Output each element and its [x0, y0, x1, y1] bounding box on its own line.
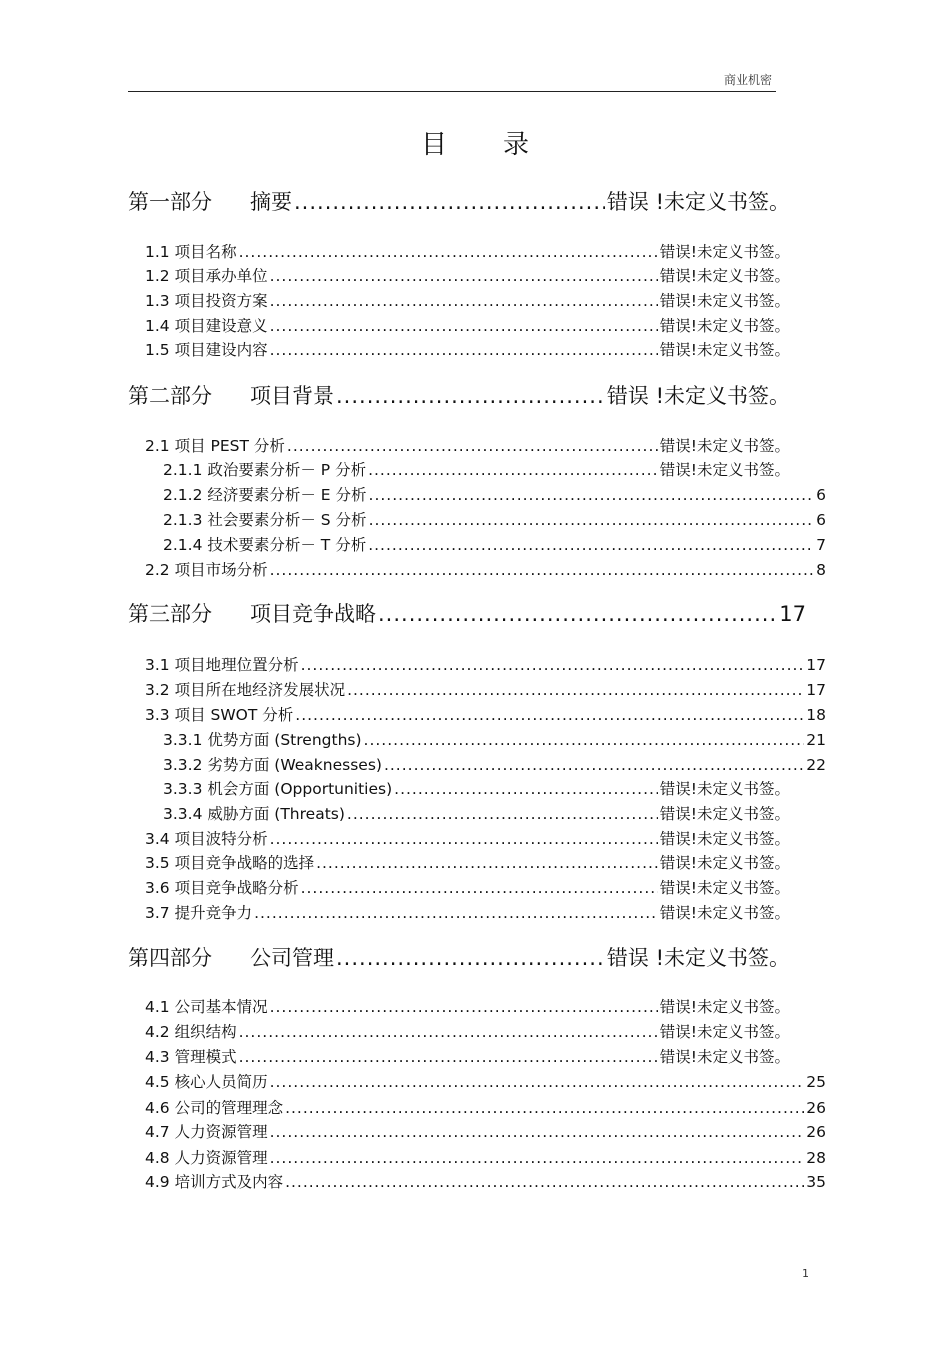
toc-section-title: 4.1 公司基本情况 [145, 998, 268, 1016]
toc-section-title: 3.1 项目地理位置分析 [145, 656, 299, 674]
dot-leader [394, 780, 658, 798]
toc-page-ref: 错误!未定义书签。 [659, 805, 790, 823]
toc-part-number: 第一部分 [128, 190, 212, 214]
dot-leader [270, 267, 658, 285]
toc-page-ref: 错误!未定义书签。 [659, 243, 790, 261]
dot-leader [301, 879, 658, 897]
toc-section-entry[interactable] [145, 703, 826, 725]
toc-page-ref: 22 [806, 756, 826, 774]
dot-leader [294, 190, 605, 214]
toc-section-entry[interactable] [145, 1146, 826, 1168]
toc-section-title: 4.7 人力资源管理 [145, 1123, 268, 1141]
toc-page-ref: 25 [806, 1073, 826, 1091]
dot-leader [336, 946, 605, 970]
dot-leader [270, 1123, 805, 1141]
toc-section-entry[interactable] [163, 777, 790, 799]
dot-leader [239, 1048, 658, 1066]
toc-part-number: 第二部分 [128, 384, 212, 408]
toc-section-entry[interactable] [145, 1120, 826, 1142]
toc-page-ref: 17 [806, 681, 826, 699]
toc-part-entry[interactable] [128, 942, 790, 972]
dot-leader [347, 681, 804, 699]
dot-leader [295, 706, 804, 724]
toc-section-title: 3.5 项目竞争战略的选择 [145, 854, 315, 872]
toc-section-title: 2.1.1 政治要素分析－ P 分析 [163, 461, 367, 479]
toc-part-entry[interactable] [128, 380, 790, 410]
toc-section-title: 4.3 管理模式 [145, 1048, 237, 1066]
toc-part-number: 第三部分 [128, 602, 212, 626]
toc-section-title: 3.3 项目 SWOT 分析 [145, 706, 294, 724]
dot-leader [378, 602, 777, 626]
toc-section-title: 4.6 公司的管理理念 [145, 1099, 284, 1117]
toc-page-ref: 7 [816, 536, 826, 554]
dot-leader [239, 243, 658, 261]
toc-page-ref: 错误!未定义书签。 [659, 461, 790, 479]
toc-page-ref: 6 [816, 486, 826, 504]
toc-section-entry[interactable] [163, 802, 790, 824]
toc-part-title: 摘要 [250, 190, 292, 214]
page-header [128, 70, 776, 92]
toc-section-entry[interactable] [145, 851, 790, 873]
toc-section-entry[interactable] [163, 458, 790, 480]
toc-section-entry[interactable] [145, 240, 790, 262]
toc-section-entry[interactable] [145, 1020, 790, 1042]
toc-section-title: 4.5 核心人员简历 [145, 1073, 268, 1091]
dot-leader [270, 292, 658, 310]
toc-section-entry[interactable] [145, 558, 826, 580]
toc-page-ref: 21 [806, 731, 826, 749]
toc-section-entry[interactable] [145, 678, 826, 700]
dot-leader [239, 1023, 658, 1041]
toc-page-ref: 17 [806, 656, 826, 674]
toc-section-title: 2.2 项目市场分析 [145, 561, 268, 579]
toc-page-ref: 35 [806, 1173, 826, 1191]
toc-section-title: 3.3.3 机会方面 (Opportunities) [163, 780, 393, 798]
toc-section-entry[interactable] [145, 1070, 826, 1092]
toc-part-entry[interactable] [128, 186, 790, 216]
toc-section-entry[interactable] [145, 289, 790, 311]
dot-leader [270, 1073, 805, 1091]
toc-section-title: 1.4 项目建设意义 [145, 317, 268, 335]
dot-leader [364, 731, 805, 749]
dot-leader [285, 1173, 804, 1191]
toc-page-ref: 错误!未定义书签。 [659, 341, 790, 359]
toc-part-title: 公司管理 [250, 946, 334, 970]
toc-section-entry[interactable] [145, 1096, 826, 1118]
toc-page-ref: 错误!未定义书签。 [659, 879, 790, 897]
toc-title: 目录 [420, 130, 585, 160]
toc-page-ref: 错误!未定义书签。 [659, 292, 790, 310]
toc-section-entry[interactable] [163, 533, 826, 555]
toc-section-title: 1.1 项目名称 [145, 243, 237, 261]
toc-section-entry[interactable] [145, 901, 790, 923]
toc-page-ref: 错误 !未定义书签。 [606, 384, 790, 408]
header-confidential-label: 商业机密 [723, 73, 772, 87]
toc-page-ref: 错误 !未定义书签。 [606, 946, 790, 970]
toc-section-title: 4.2 组织结构 [145, 1023, 237, 1041]
dot-leader [285, 1099, 804, 1117]
toc-page-ref: 错误!未定义书签。 [659, 830, 790, 848]
dot-leader [270, 561, 815, 579]
toc-section-title: 1.5 项目建设内容 [145, 341, 268, 359]
page-number: 1 [802, 1267, 809, 1280]
toc-section-title: 3.4 项目波特分析 [145, 830, 268, 848]
toc-part-label [128, 380, 334, 410]
toc-page-ref: 8 [816, 561, 826, 579]
toc-page-ref: 错误!未定义书签。 [659, 1048, 790, 1066]
toc-section-title: 4.8 人力资源管理 [145, 1149, 268, 1167]
toc-section-title: 3.6 项目竞争战略分析 [145, 879, 299, 897]
toc-page-ref: 错误!未定义书签。 [659, 317, 790, 335]
toc-page-ref: 18 [806, 706, 826, 724]
dot-leader [368, 536, 814, 554]
toc-part-title: 项目背景 [250, 384, 334, 408]
dot-leader [270, 341, 658, 359]
dot-leader [368, 461, 658, 479]
toc-section-entry[interactable] [145, 876, 790, 898]
toc-part-label [128, 942, 334, 972]
dot-leader [347, 805, 658, 823]
dot-leader [270, 1149, 805, 1167]
toc-section-title: 2.1.2 经济要素分析－ E 分析 [163, 486, 367, 504]
toc-section-entry[interactable] [145, 264, 790, 286]
toc-page-ref: 26 [806, 1123, 826, 1141]
toc-page-ref: 错误!未定义书签。 [659, 904, 790, 922]
dot-leader [336, 384, 605, 408]
toc-page-ref: 错误!未定义书签。 [659, 854, 790, 872]
toc-section-title: 2.1 项目 PEST 分析 [145, 437, 285, 455]
toc-section-entry[interactable] [163, 728, 826, 750]
toc-section-entry[interactable] [145, 653, 826, 675]
toc-section-entry[interactable] [163, 508, 826, 530]
toc-section-entry[interactable] [145, 995, 790, 1017]
toc-section-title: 2.1.3 社会要素分析－ S 分析 [163, 511, 367, 529]
dot-leader [254, 904, 658, 922]
toc-section-entry[interactable] [145, 434, 790, 456]
dot-leader [270, 317, 658, 335]
dot-leader [369, 511, 815, 529]
toc-part-entry[interactable] [128, 598, 806, 628]
toc-page-ref: 错误!未定义书签。 [659, 998, 790, 1016]
toc-part-label [128, 598, 376, 628]
toc-section-entry[interactable] [145, 1170, 826, 1192]
toc-page-ref: 错误!未定义书签。 [659, 267, 790, 285]
toc-section-entry[interactable] [145, 314, 790, 336]
toc-section-title: 3.7 提升竞争力 [145, 904, 253, 922]
toc-page-ref: 错误!未定义书签。 [659, 1023, 790, 1041]
toc-part-title: 项目竞争战略 [250, 602, 376, 626]
toc-section-entry[interactable] [145, 338, 790, 360]
toc-page-ref: 错误!未定义书签。 [659, 437, 790, 455]
dot-leader [369, 486, 815, 504]
toc-section-title: 3.3.2 劣势方面 (Weaknesses) [163, 756, 382, 774]
toc-section-title: 1.3 项目投资方案 [145, 292, 268, 310]
dot-leader [316, 854, 658, 872]
toc-section-entry[interactable] [163, 753, 826, 775]
toc-page-ref: 6 [816, 511, 826, 529]
dot-leader [384, 756, 804, 774]
toc-page-ref: 17 [779, 602, 806, 626]
dot-leader [270, 998, 658, 1016]
toc-page-ref: 26 [806, 1099, 826, 1117]
toc-section-entry[interactable] [145, 827, 790, 849]
toc-section-entry[interactable] [163, 483, 826, 505]
toc-section-title: 3.3.4 威胁方面 (Threats) [163, 805, 345, 823]
toc-section-entry[interactable] [145, 1045, 790, 1067]
dot-leader [287, 437, 658, 455]
toc-part-number: 第四部分 [128, 946, 212, 970]
toc-page-ref: 错误!未定义书签。 [659, 780, 790, 798]
toc-part-label [128, 186, 292, 216]
toc-page-ref: 28 [806, 1149, 826, 1167]
toc-page-ref: 错误 !未定义书签。 [606, 190, 790, 214]
toc-section-title: 2.1.4 技术要素分析－ T 分析 [163, 536, 367, 554]
toc-section-title: 1.2 项目承办单位 [145, 267, 268, 285]
dot-leader [270, 830, 658, 848]
toc-section-title: 3.2 项目所在地经济发展状况 [145, 681, 346, 699]
toc-section-title: 4.9 培训方式及内容 [145, 1173, 284, 1191]
dot-leader [301, 656, 805, 674]
toc-section-title: 3.3.1 优势方面 (Strengths) [163, 731, 362, 749]
